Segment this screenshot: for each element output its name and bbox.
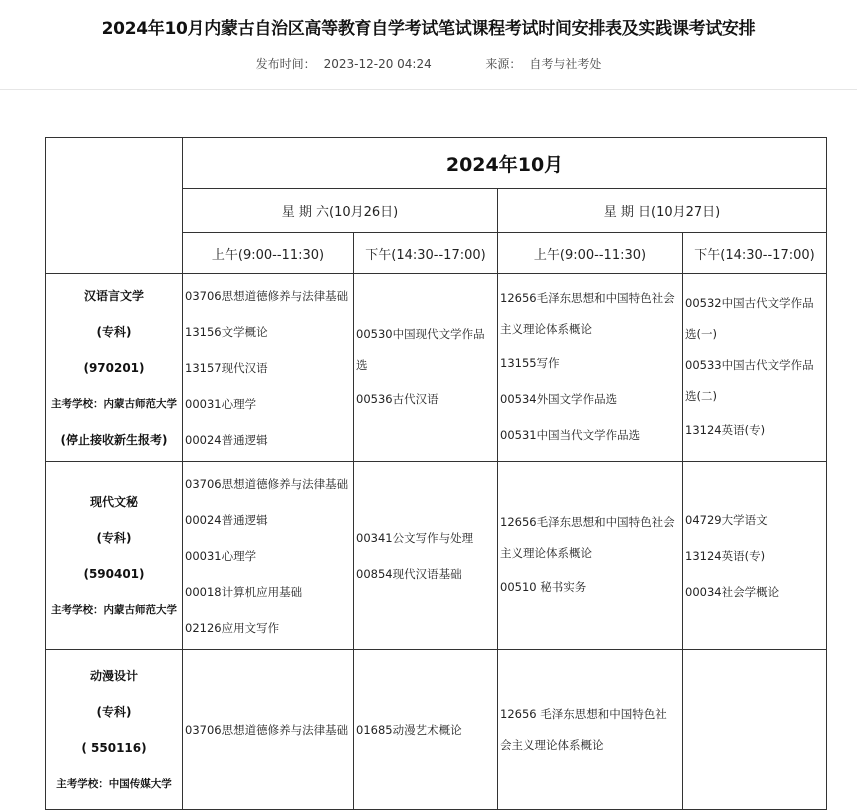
day-header-saturday: 星 期 六(10月26日): [183, 189, 498, 233]
course-item: 00024普通逻辑: [185, 512, 268, 527]
course-cell-sun-am: [498, 462, 683, 650]
slot-header-sat-am: 上午(9:00--11:30): [183, 233, 354, 274]
major-cell: [46, 650, 183, 810]
course-item: 03706思想道德修养与法律基础: [185, 476, 349, 491]
course-item: 01685动漫艺术概论: [356, 722, 462, 737]
publish-time: 2023-12-20 04:24: [323, 57, 432, 71]
course-cell-sat-am: [183, 274, 354, 462]
corner-cell: [46, 138, 183, 274]
course-item: 13156文学概论: [185, 324, 268, 339]
major-level: (专科): [96, 530, 132, 545]
course-item: 00341公文写作与处理: [356, 530, 474, 545]
major-code: ( 550116): [81, 740, 147, 755]
slot-header-sat-pm: 下午(14:30--17:00): [354, 233, 498, 274]
course-cell-sat-pm: [354, 462, 498, 650]
major-code: (590401): [83, 566, 145, 581]
table-row: [46, 462, 827, 650]
course-item: 00533中国古代文学作品选(二): [685, 357, 814, 403]
course-item: 00031心理学: [185, 548, 257, 563]
publish-label: 发布时间：: [255, 57, 316, 71]
course-item: 00532中国古代文学作品选(一): [685, 295, 814, 341]
schedule-table: [45, 137, 827, 810]
course-item: 00534外国文学作品选: [500, 391, 618, 406]
major-level: (专科): [96, 704, 132, 719]
course-item: 13157现代汉语: [185, 360, 268, 375]
course-cell-sat-am: [183, 650, 354, 810]
major-name: 现代文秘: [89, 494, 138, 509]
course-item: 02126应用文写作: [185, 620, 280, 635]
major-school: 主考学校：内蒙古师范大学: [51, 397, 177, 410]
major-school: 主考学校：内蒙古师范大学: [51, 603, 177, 616]
table-row: [46, 650, 827, 810]
major-name: 动漫设计: [89, 668, 138, 683]
course-cell-sun-am: [498, 650, 683, 810]
month-header: 2024年10月: [183, 138, 827, 189]
table-row: [46, 274, 827, 462]
slot-header-sun-am: 上午(9:00--11:30): [498, 233, 683, 274]
source-value: 自考与社考处: [529, 57, 602, 71]
major-cell: [46, 462, 183, 650]
course-item: 00530中国现代文学作品选: [356, 326, 485, 372]
course-cell-sat-pm: [354, 274, 498, 462]
course-item: 03706思想道德修养与法律基础: [185, 722, 349, 737]
major-note: (停止接收新生报考): [60, 432, 168, 447]
course-item: 13124英语(专): [685, 548, 766, 563]
course-item: 12656 毛泽东思想和中国特色社会主义理论体系概论: [500, 706, 667, 752]
major-name: 汉语言文学: [83, 288, 144, 303]
article-meta: [0, 55, 857, 72]
course-item: 00024普通逻辑: [185, 432, 268, 447]
major-cell: [46, 274, 183, 462]
day-header-sunday: 星 期 日(10月27日): [498, 189, 827, 233]
major-school: 主考学校：中国传媒大学: [56, 777, 172, 790]
course-cell-sun-am: [498, 274, 683, 462]
course-item: 12656毛泽东思想和中国特色社会主义理论体系概论: [500, 514, 675, 560]
course-item: 00854现代汉语基础: [356, 566, 462, 581]
course-item: 13155写作: [500, 355, 560, 370]
course-item: 00034社会学概论: [685, 584, 780, 599]
major-level: (专科): [96, 324, 132, 339]
course-item: 00531中国当代文学作品选: [500, 427, 641, 442]
course-cell-sun-pm: [683, 274, 827, 462]
course-item: 00031心理学: [185, 396, 257, 411]
course-item: 00510 秘书实务: [500, 579, 587, 594]
course-item: 00018计算机应用基础: [185, 584, 303, 599]
course-cell-sat-am: [183, 462, 354, 650]
source-label: 来源：: [485, 57, 522, 71]
page-title: 2024年10月内蒙古自治区高等教育自学考试笔试课程考试时间安排表及实践课考试安排: [101, 19, 756, 39]
header-divider: [0, 89, 857, 90]
course-item: 12656毛泽东思想和中国特色社会主义理论体系概论: [500, 290, 675, 336]
course-item: 00536古代汉语: [356, 391, 439, 406]
course-item: 04729大学语文: [685, 512, 768, 527]
course-cell-sun-pm: [683, 462, 827, 650]
major-code: (970201): [83, 360, 145, 375]
course-item: 03706思想道德修养与法律基础: [185, 288, 349, 303]
slot-header-sun-pm: 下午(14:30--17:00): [683, 233, 827, 274]
course-cell-sat-pm: [354, 650, 498, 810]
course-item: 13124英语(专): [685, 422, 766, 437]
course-cell-sun-pm: [683, 650, 827, 810]
